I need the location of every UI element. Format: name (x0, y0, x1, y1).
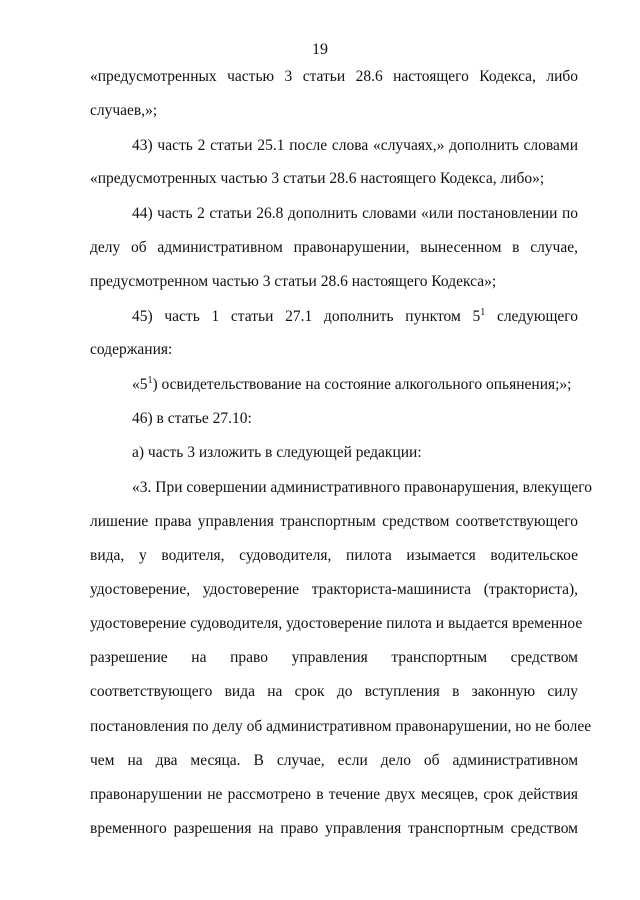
text-fragment: 45) часть 1 статьи 27.1 дополнить пунктом 5 (132, 308, 481, 325)
text-line: «3. При совершении административного правонарушения, влекущего (132, 479, 592, 496)
page-number: 19 (312, 41, 328, 58)
text-line: «предусмотренных частью 3 статьи 28.6 настоящего Кодекса, либо (90, 68, 578, 85)
text-line: 44) часть 2 статьи 26.8 дополнить словами «или постановлении по (132, 205, 578, 222)
text-line: а) часть 3 изложить в следующей редакции: (132, 444, 422, 461)
text-line: удостоверение судоводителя, удостоверение пилота и выдается временное (90, 615, 583, 632)
text-line: 46) в статье 27.10: (132, 410, 252, 427)
text-line: лишение права управления транспортным средством соответствующего (90, 513, 578, 530)
text-line-with-superscript (132, 376, 572, 394)
text-line: случаев,»; (90, 102, 158, 119)
text-line: «предусмотренных частью 3 статьи 28.6 настоящего Кодекса, либо»; (90, 170, 545, 187)
text-line: соответствующего вида на срок до вступления в законную силу (90, 683, 578, 700)
text-line: чем на два месяца. В случае, если дело об административном (90, 752, 578, 769)
text-line: правонарушении не рассмотрено в течение двух месяцев, срок действия (90, 786, 578, 803)
text-line: постановления по делу об административном правонарушении, но не более (90, 718, 592, 735)
text-line: вида, у водителя, судоводителя, пилота изымается водительское (90, 547, 578, 564)
text-fragment: «5 (132, 376, 148, 393)
text-line: содержания: (90, 341, 173, 358)
superscript: 1 (147, 374, 153, 386)
text-line: временного разрешения на право управления транспортным средством (90, 820, 578, 837)
text-line: удостоверение, удостоверение тракториста-машиниста (тракториста), (90, 581, 578, 598)
text-fragment: следующего (485, 308, 578, 325)
superscript: 1 (480, 306, 486, 318)
text-line: предусмотренном частью 3 статьи 28.6 настоящего Кодекса»; (90, 273, 497, 290)
text-line: делу об административном правонарушении, вынесенном в случае, (90, 239, 578, 256)
text-line: разрешение на право управления транспортным средством (90, 649, 578, 666)
text-fragment: ) освидетельствование на состояние алкогольного опьянения;»; (152, 376, 572, 393)
text-line: 43) часть 2 статьи 25.1 после слова «случаях,» дополнить словами (132, 137, 578, 154)
text-line-with-superscript (132, 308, 578, 326)
